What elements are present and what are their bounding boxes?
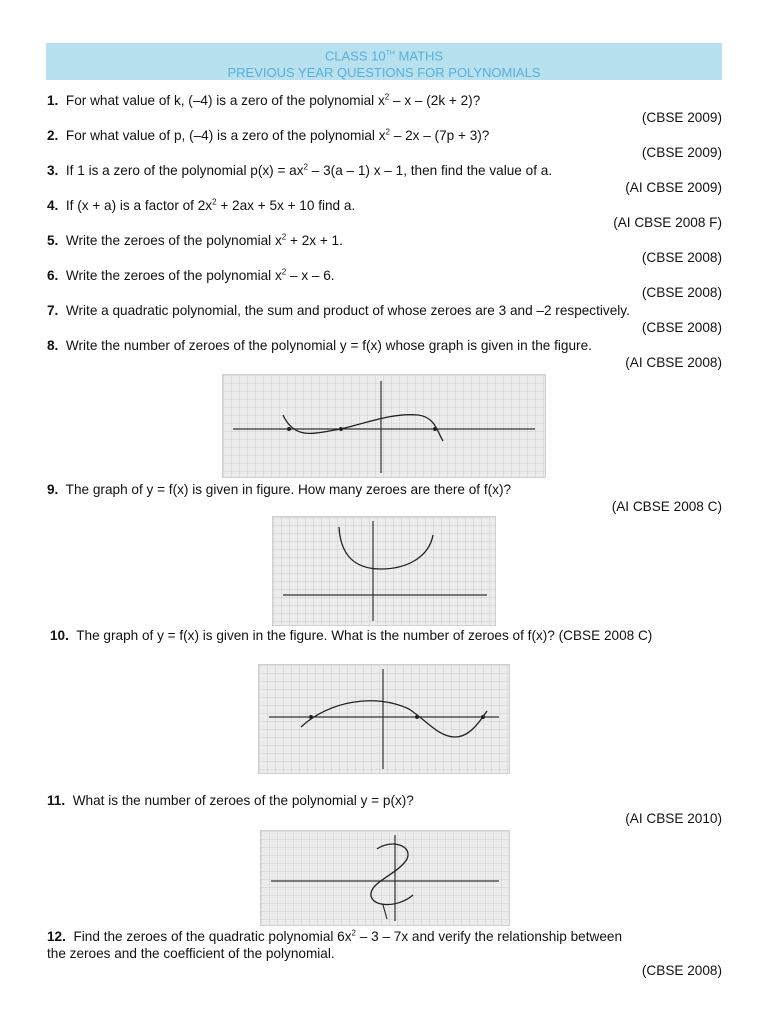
graph-figure-q11 [260,830,510,926]
question-7-source: (CBSE 2008) [641,320,722,335]
question-12-source: (CBSE 2008) [641,963,722,978]
page-subtitle: PREVIOUS YEAR QUESTIONS FOR POLYNOMIALS [227,65,541,81]
question-8: 8. Write the number of zeroes of the polynomial y = f(x) whose graph is given in the figure. [47,338,592,353]
question-4-source: (AI CBSE 2008 F) [613,215,722,230]
graph-figure-q8 [222,374,546,478]
question-7: 7. Write a quadratic polynomial, the sum and product of whose zeroes are 3 and –2 respectively. [47,303,630,318]
graph-figure-q10 [258,664,510,774]
question-6: 6. Write the zeroes of the polynomial $x^2$ – x – 6. [47,267,335,283]
page-title: CLASS 10TH MATHS [324,48,444,64]
question-11-source: (AI CBSE 2010) [625,811,722,826]
question-3-source: (AI CBSE 2009) [625,180,722,195]
question-5: 5. Write the zeroes of the polynomial $x^2 + 2x + 1$. [47,232,343,248]
question-2-source: (CBSE 2009) [641,145,722,160]
question-4: 4. If (x + a) is a factor of $2x^2 + 2ax + 5x + 10$ find a. [47,197,356,213]
question-6-source: (CBSE 2008) [641,285,722,300]
question-5-source: (CBSE 2008) [641,250,722,265]
question-2: 2. For what value of p, (–4) is a zero of the polynomial $x^2 - 2x - (7p + 3)$? [47,127,490,143]
graph-figure-q9 [272,516,496,626]
question-3: 3. If 1 is a zero of the polynomial $p(x) = ax^2 - 3(a - 1)$ x – 1, then find the value of a. [47,162,553,178]
question-8-source: (AI CBSE 2008) [625,355,722,370]
question-1-source: (CBSE 2009) [641,110,722,125]
question-12-line2: the zeroes and the coefficient of the polynomial. [47,946,335,961]
title-banner [46,43,722,80]
question-12: 12. Find the zeroes of the quadratic polynomial $6x^2 - 3 - 7x$ and verify the relationship between [47,928,623,944]
question-11: 11. What is the number of zeroes of the polynomial y = p(x)? [47,793,414,808]
question-1: 1. For what value of k, (–4) is a zero of the polynomial $x^2 - x - (2k + 2)$? [47,92,481,108]
question-9: 9. The graph of y = f(x) is given in figure. How many zeroes are there of f(x)? [47,482,512,497]
question-9-source: (AI CBSE 2008 C) [611,499,722,514]
question-10: 10. The graph of y = f(x) is given in the figure. What is the number of zeroes of f(x)? (CBSE 2008 C) [50,628,653,643]
